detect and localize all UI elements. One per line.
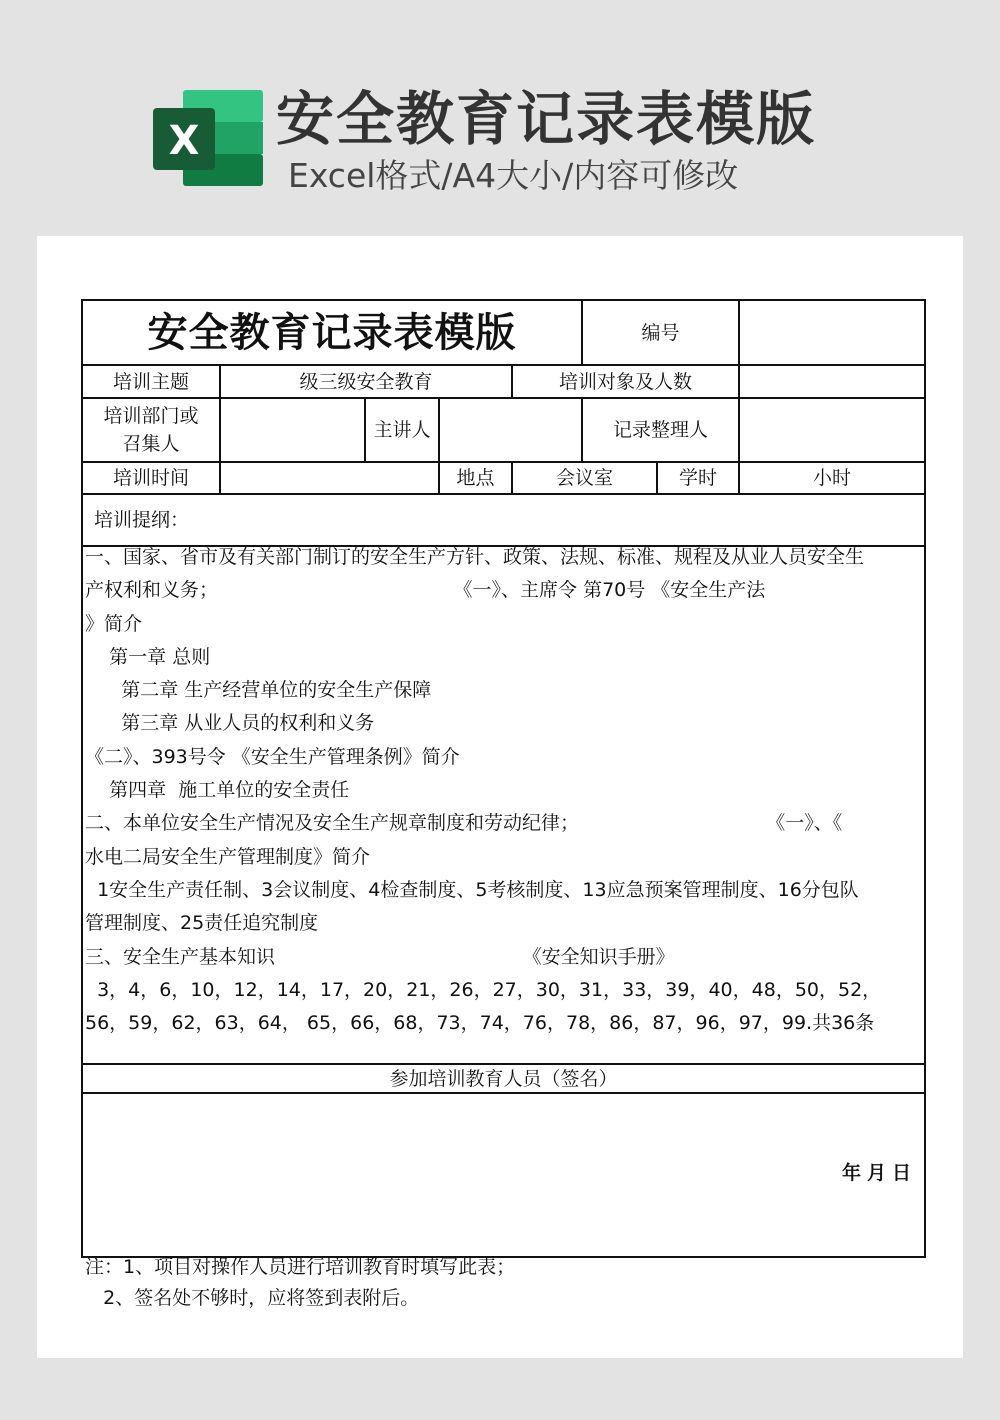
dept-label-line1: 培训部门或 <box>103 405 199 427</box>
banner <box>0 0 1000 236</box>
topic-label: 培训主题 <box>112 370 189 393</box>
target-label: 培训对象及人数 <box>558 370 692 393</box>
form-title: 安全教育记录表模版 <box>147 309 517 356</box>
outline-line: 第二章 生产经营单位的安全生产保障 <box>85 679 432 702</box>
outline-line: 《二》、393号令 《安全生产管理条例》简介 <box>85 745 460 768</box>
topic-field[interactable]: 级三级安全教育 <box>299 370 433 393</box>
outline-line: 水电二局安全生产管理制度》简介 <box>85 845 371 868</box>
outline-line: 第四章 施工单位的安全责任 <box>85 779 350 802</box>
outline-line: 二、本单位安全生产情况及安全生产规章制度和劳动纪律； 《一》、《 <box>85 812 843 835</box>
outline-line: 1安全生产责任制、3会议制度、4检查制度、5考核制度、13应急预案管理制度、16分包队 <box>85 878 859 901</box>
outline-line: 》简介 <box>85 612 143 635</box>
number-field[interactable] <box>741 302 923 363</box>
recorder-label: 记录整理人 <box>612 419 708 441</box>
hours-label: 学时 <box>678 467 717 489</box>
time-field[interactable] <box>222 464 437 492</box>
outline-line: 第一章 总则 <box>85 645 211 668</box>
outline-line: 第三章 从业人员的权利和义务 <box>85 712 375 735</box>
note-line-1: 注：1、项目对操作人员进行培训教育时填写此表； <box>85 1256 516 1278</box>
form-paper <box>37 236 963 1358</box>
dept-label <box>84 400 218 460</box>
speaker-field[interactable] <box>441 400 580 460</box>
outline-line: 一、国家、省市及有关部门制订的安全生产方针、政策、法规、标准、规程及从业人员安全生 <box>85 546 865 568</box>
sign-header: 参加培训教育人员（签名） <box>389 1067 618 1090</box>
outline-label: 培训提纲： <box>94 509 190 531</box>
outline-line: 3，4，6，10，12，14，17，20，21，26，27，30，31，33，39，40，48，50，52， <box>85 978 882 1001</box>
hours-field[interactable]: 小时 <box>812 467 851 489</box>
excel-icon-letter: X <box>168 118 200 164</box>
banner-title: 安全教育记录表模版 <box>276 85 817 153</box>
outline-line: 管理制度、25责任追究制度 <box>85 912 319 935</box>
outline-line: 三、安全生产基本知识 《安全知识手册》 <box>85 945 675 968</box>
speaker-label: 主讲人 <box>373 419 431 441</box>
dept-label-line2: 召集人 <box>122 433 180 455</box>
date-label: 年月日 <box>842 1162 918 1184</box>
time-label: 培训时间 <box>112 467 189 489</box>
place-field[interactable]: 会议室 <box>555 467 613 489</box>
banner-subtitle: Excel格式/A4大小/内容可修改 <box>288 156 739 195</box>
signature-area[interactable] <box>84 1095 923 1255</box>
number-label: 编号 <box>641 321 680 344</box>
outline-line: 56，59，62，63，64， 65，66，68，73，74，76，78，86，87，96，97，99.共36条 <box>85 1012 875 1035</box>
place-label: 地点 <box>456 467 495 489</box>
dept-field[interactable] <box>222 400 363 460</box>
target-field[interactable] <box>741 367 923 396</box>
outline-line: 产权利和义务； 《一》、主席令 第70号 《安全生产法 <box>85 579 766 602</box>
excel-icon <box>153 88 263 188</box>
recorder-field[interactable] <box>741 400 923 460</box>
outline-content <box>85 541 925 1040</box>
note-line-2: 2、签名处不够时，应将签到表附后。 <box>85 1287 420 1309</box>
footer-notes <box>85 1252 515 1314</box>
